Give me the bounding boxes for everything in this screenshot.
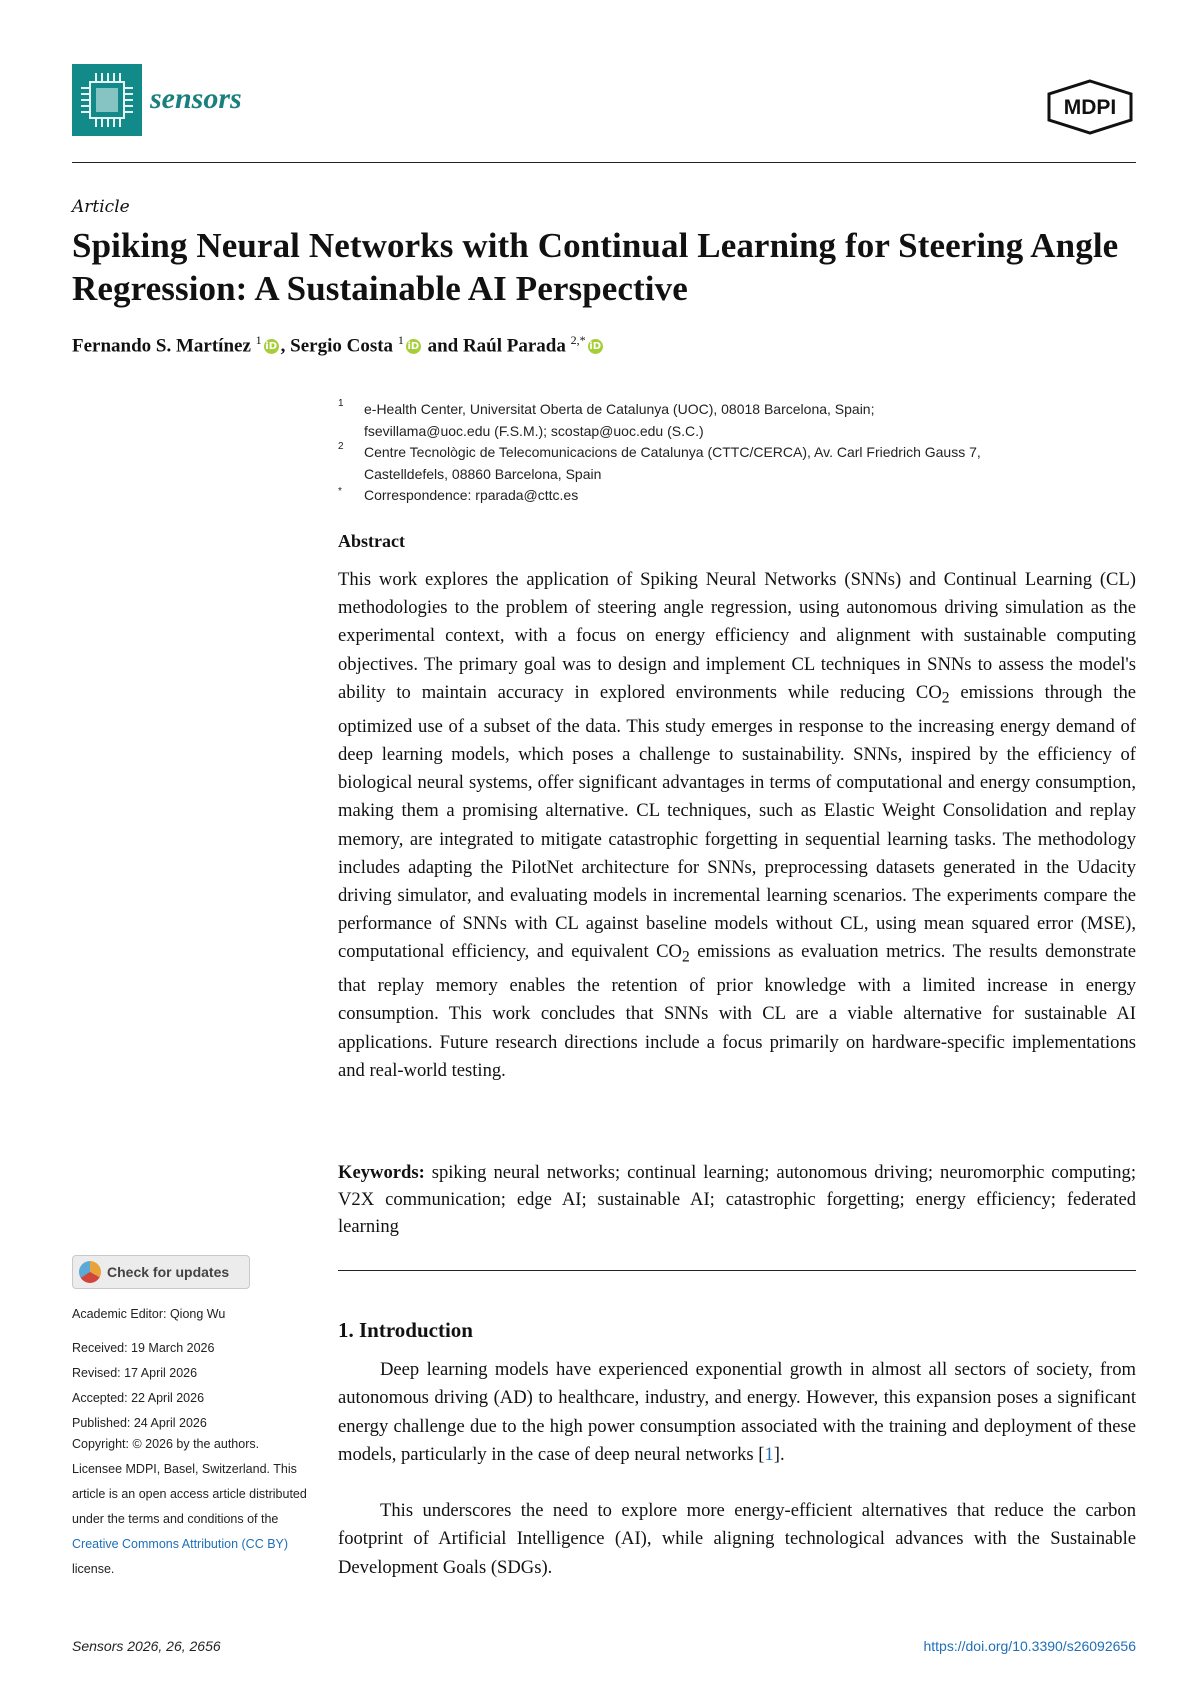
- affiliation-1: e-Health Center, Universitat Oberta de Catalunya (UOC), 08018 Barcelona, Spain; fsevillama@uoc.edu (F.S.M.); scostap@uoc.edu (S.C.): [364, 401, 875, 439]
- received-date: Received: 19 March 2026: [72, 1341, 215, 1355]
- correspondence: Correspondence: rparada@cttc.es: [364, 487, 579, 503]
- accepted-date: Accepted: 22 April 2026: [72, 1391, 205, 1405]
- doi-link[interactable]: https://doi.org/10.3390/s26092656: [923, 1638, 1136, 1654]
- copyright-notice: Copyright: © 2026 by the authors. Licensee MDPI, Basel, Switzerland. This article is an open access article distributed under the terms and conditions of the Creative Commons Attribution (CC BY) license.: [72, 1437, 307, 1576]
- mdpi-logo-icon: [1044, 78, 1136, 136]
- author-name[interactable]: Fernando S. Martínez: [72, 335, 251, 357]
- author-list: Fernando S. Martínez $^1$ iD , Sergio Costa $^1$ iD and Raúl Parada $^{2,*}$ iD: [72, 333, 601, 357]
- author-affil-marker: 1: [397, 333, 404, 347]
- revised-date: Revised: 17 April 2026: [72, 1366, 198, 1380]
- academic-editor: Academic Editor: Qiong Wu: [72, 1307, 226, 1321]
- abstract-heading: Abstract: [338, 531, 405, 551]
- orcid-icon[interactable]: iD: [265, 341, 278, 353]
- published-date: Published: 24 April 2026: [72, 1416, 207, 1430]
- author-affil-marker: 1: [255, 333, 262, 347]
- affiliation-2: Centre Tecnològic de Telecomunicacions de Catalunya (CTTC/CERCA), Av. Carl Friedrich Gauss 7, Castelldefels, 08860 Barcelona, Spain: [364, 444, 981, 482]
- keywords-list: spiking neural networks; continual learning; autonomous driving; neuromorphic computing; V2X communication; edge AI; sustainable AI; catastrophic forgetting; energy efficiency; federated learning: [338, 1162, 1136, 1237]
- publisher-logo[interactable]: [1044, 78, 1136, 136]
- affiliation-marker: 2: [338, 441, 344, 452]
- citation-link[interactable]: 1: [764, 1444, 774, 1466]
- intro-paragraph-2: This underscores the need to explore more energy-efficient alternatives that reduce the carbon footprint of Artificial Intelligence (AI), while aligning technological advances with the Sustainable Development Goals (SDGs).: [338, 1500, 1136, 1578]
- journal-logo: [72, 64, 142, 136]
- keywords-label: Keywords:: [338, 1162, 425, 1183]
- intro-paragraph-1: Deep learning models have experienced exponential growth in almost all sectors of society, from autonomous driving (AD) to healthcare, industry, and energy. However, this expansion poses a significant energy challenge due to the high power consumption associated with the training and deployment of these models, particularly in the case of deep neural networks [1].: [338, 1359, 1136, 1466]
- orcid-icon[interactable]: iD: [589, 341, 601, 353]
- author-affil-marker: 2,*: [570, 333, 586, 347]
- check-for-updates-button[interactable]: Check for updates: [72, 1255, 250, 1289]
- affiliation-marker: 1: [338, 398, 344, 409]
- article-title: Spiking Neural Networks with Continual Learning for Steering Angle Regression: A Sustainable AI Perspective: [72, 226, 1119, 308]
- footer-citation: Sensors 2026, 26, 2656: [72, 1638, 221, 1654]
- header-divider: [72, 162, 1136, 163]
- section-heading: 1. Introduction: [338, 1318, 473, 1342]
- check-updates-icon: [79, 1261, 101, 1283]
- author-name[interactable]: Raúl Parada: [462, 335, 566, 357]
- abstract-divider: [338, 1270, 1136, 1271]
- affiliation-marker: *: [338, 486, 342, 497]
- journal-name[interactable]: sensors: [150, 82, 242, 115]
- chip-icon: [72, 64, 142, 136]
- orcid-icon[interactable]: iD: [407, 341, 420, 353]
- article-type: Article: [72, 197, 130, 217]
- abstract-body: This work explores the application of Spiking Neural Networks (SNNs) and Continual Learning (CL) methodologies to the problem of steering angle regression, using autonomous driving simulation as the experimental context, with a focus on energy efficiency and alignment with sustainable computing objectives. The primary goal was to design and implement CL techniques in SNNs to assess the model's ability to maintain accuracy in explored environments while reducing $CO_2$ emissions through the optimized use of a subset of the data. This study emerges in response to the increasing energy demand of deep learning models, which poses a challenge to sustainability. SNNs, inspired by the efficiency of biological neural systems, offer significant advantages in terms of computational and energy consumption, making them a promising alternative. CL techniques, such as Elastic Weight Consolidation and replay memory, are integrated to mitigate catastrophic forgetting in sequential learning tasks. The methodology includes adapting the PilotNet architecture for SNNs, preprocessing datasets generated in the Udacity driving simulator, and evaluating models in incremental learning scenarios. The experiments compare the performance of SNNs with CL against baseline models without CL, using mean squared error (MSE), computational efficiency, and equivalent $CO_2$ emissions as evaluation metrics. The results demonstrate that replay memory enables the retention of prior knowledge with a limited increase in energy consumption. This work concludes that SNNs with CL are a viable alternative for sustainable AI applications. Future research directions include a focus primarily on hardware-specific implementations and real-world testing.: [338, 569, 1136, 1081]
- publisher-name: MDPI: [1063, 96, 1117, 119]
- license-link[interactable]: Creative Commons Attribution (CC BY): [72, 1537, 289, 1551]
- keywords: [338, 1159, 1136, 1240]
- author-name[interactable]: Sergio Costa: [290, 335, 394, 357]
